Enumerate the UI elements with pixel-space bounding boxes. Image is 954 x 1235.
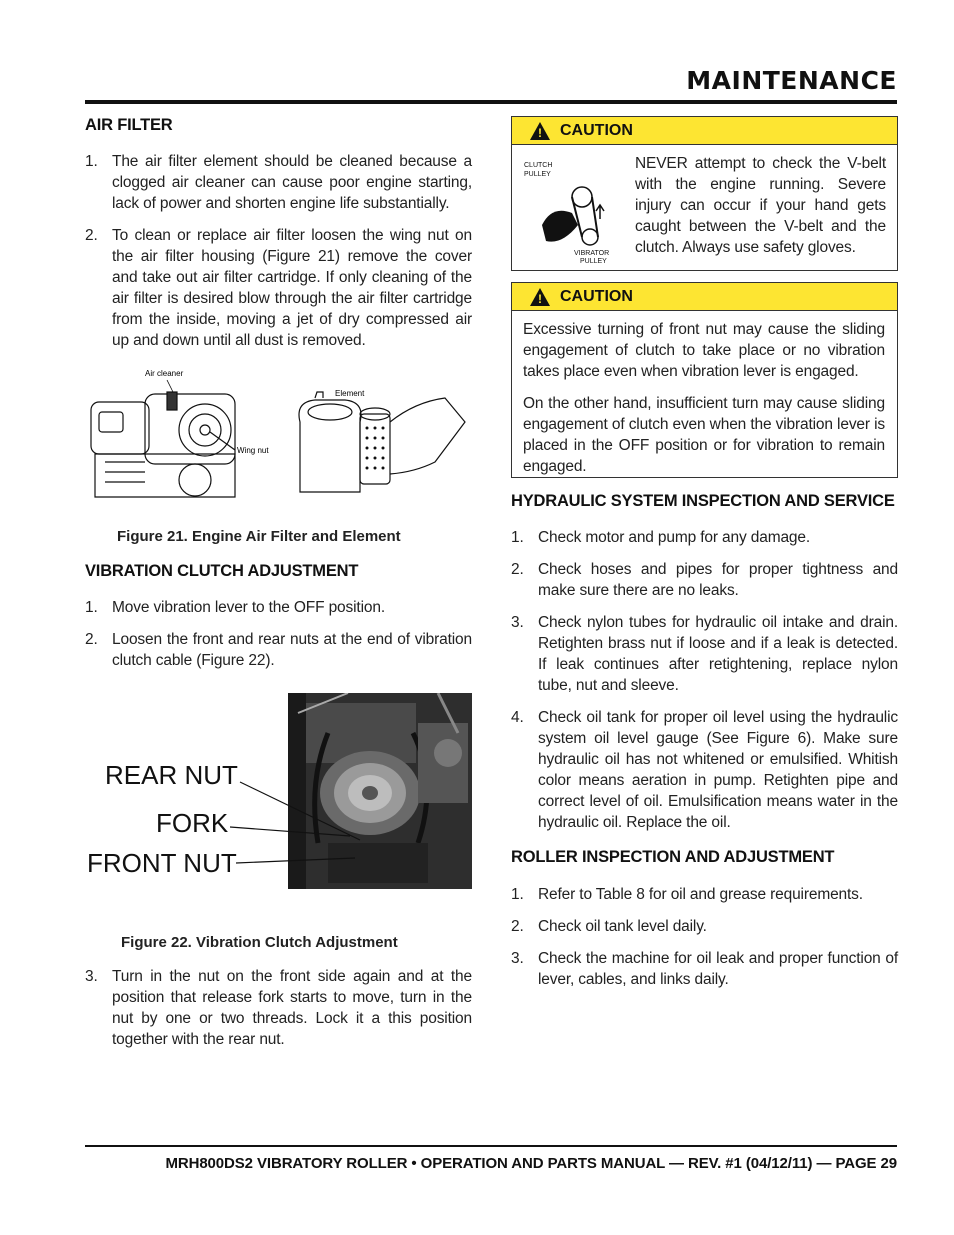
list-item — [85, 966, 472, 1050]
list-item-text: Loosen the front and rear nuts at the end of vibration clutch cable (Figure 22). — [112, 631, 472, 669]
caution-label: CAUTION — [560, 287, 633, 305]
list-item — [511, 612, 898, 696]
list-item — [85, 151, 472, 214]
air-filter-list — [85, 151, 472, 362]
wing-nut-label: Wing nut — [237, 446, 269, 455]
roller-list — [511, 884, 898, 1001]
list-item-text: Refer to Table 8 for oil and grease requirements. — [538, 886, 863, 903]
list-item — [511, 916, 898, 937]
element-label: Element — [335, 389, 365, 398]
pulley-label-2: PULLEY — [580, 258, 607, 265]
vibrator-label: VIBRATOR — [574, 250, 610, 257]
list-item — [511, 707, 898, 833]
list-item-number: 2. — [511, 918, 524, 935]
caution-label: CAUTION — [560, 121, 633, 139]
roller-heading: ROLLER INSPECTION AND ADJUSTMENT — [511, 848, 835, 866]
list-item-number: 4. — [511, 709, 524, 726]
leader-lines — [230, 770, 370, 870]
clutch-label: CLUTCH — [524, 162, 553, 169]
list-item-text: Check oil tank level daily. — [538, 918, 707, 935]
caution-paragraph: On the other hand, insufficient turn may cause sliding engagement of clutch even when the vibration lever is placed in the OFF position or for vibration to remain engaged. — [523, 395, 885, 475]
figure-21-illustration — [85, 362, 475, 504]
air-cleaner-label: Air cleaner — [145, 369, 184, 378]
page-footer: MRH800DS2 VIBRATORY ROLLER • OPERATION AND PARTS MANUAL — REV. #1 (04/12/11) — PAGE 29 — [165, 1155, 897, 1172]
air-filter-heading: AIR FILTER — [85, 116, 173, 134]
header-rule — [85, 100, 897, 104]
caution-box-nut — [511, 282, 898, 478]
list-item — [511, 884, 898, 905]
list-item-number: 1. — [511, 886, 524, 903]
list-item-text: Check oil tank for proper oil level using the hydraulic system oil level gauge (See Figure 6). Make sure hydraulic oil has not whitened or emulsified. Whitish color means aeration in pump. Retighten pipe and correct level of oil. Emulsification means water in the hydraulic oil. Replace the oil. — [538, 709, 898, 831]
page-title: MAINTENANCE — [686, 66, 897, 95]
list-item — [511, 527, 898, 548]
list-item — [85, 597, 472, 618]
list-item-text: Check nylon tubes for hydraulic oil intake and drain. Retighten brass nut if loose and if a leak is detected. If leak continues after retightening, replace nylon tube, nut and sleeve. — [538, 614, 898, 694]
list-item-number: 2. — [85, 227, 98, 244]
warning-triangle-icon: ! — [530, 122, 550, 140]
footer-rule — [85, 1145, 897, 1147]
caution-box-vbelt — [511, 116, 898, 271]
vbelt-diagram — [522, 155, 632, 265]
list-item-number: 2. — [85, 631, 98, 648]
list-item-number: 1. — [511, 529, 524, 546]
list-item-number: 3. — [85, 968, 98, 985]
list-item-text: Check hoses and pipes for proper tightness and make sure there are no leaks. — [538, 561, 898, 599]
list-item — [85, 225, 472, 351]
list-item-number: 1. — [85, 153, 98, 170]
list-item-text: Move vibration lever to the OFF position. — [112, 599, 385, 616]
list-item-number: 3. — [511, 614, 524, 631]
figure-21-caption: Figure 21. Engine Air Filter and Element — [117, 528, 401, 545]
vibration-clutch-heading: VIBRATION CLUTCH ADJUSTMENT — [85, 562, 359, 580]
caution-header — [512, 283, 897, 311]
hydraulic-heading: HYDRAULIC SYSTEM INSPECTION AND SERVICE — [511, 492, 895, 510]
list-item-text: Turn in the nut on the front side again and at the position that release fork starts to move, turn in the nut by one or two threads. Lock it a this position together with the rear nut. — [112, 968, 472, 1048]
caution-header — [512, 117, 897, 145]
hydraulic-list — [511, 527, 898, 844]
list-item-text: To clean or replace air filter loosen the wing nut on the air filter housing (Figure 21) remove the cover and take out air filter cartridge. If only cleaning of the air filter is desired blow through the air filter cartridge from the inside, moving a jet of dry compressed air up and down until all dust is removed. — [112, 227, 472, 349]
list-item-text: Check the machine for oil leak and proper function of lever, cables, and links daily. — [538, 950, 898, 988]
list-item-number: 2. — [511, 561, 524, 578]
vibration-clutch-list — [85, 597, 472, 682]
pulley-label: PULLEY — [524, 171, 551, 178]
caution-text: NEVER attempt to check the V-belt with the engine running. Severe injury can occur if your hand gets caught between the V-belt and the clutch. Always use safety gloves. — [635, 155, 886, 256]
vibration-clutch-list-continued — [85, 966, 472, 1061]
list-item-text: Check motor and pump for any damage. — [538, 529, 811, 546]
warning-triangle-icon: ! — [530, 288, 550, 306]
pulley-hand-icon — [522, 155, 632, 265]
list-item — [511, 948, 898, 990]
front-nut-label: FRONT NUT — [87, 848, 237, 878]
caution-paragraph: Excessive turning of front nut may cause the sliding engagement of clutch to take place or no vibration takes place even when vibration lever is engaged. — [523, 321, 885, 380]
list-item-number: 1. — [85, 599, 98, 616]
figure-22-caption: Figure 22. Vibration Clutch Adjustment — [121, 934, 398, 951]
engine-air-filter-drawing — [85, 362, 475, 504]
rear-nut-label: REAR NUT — [105, 760, 238, 790]
list-item-text: The air filter element should be cleaned because a clogged air cleaner can cause poor engine starting, lack of power and shorten engine life substantially. — [112, 153, 472, 212]
list-item — [511, 559, 898, 601]
list-item-number: 3. — [511, 950, 524, 967]
fork-label: FORK — [156, 808, 229, 838]
list-item — [85, 629, 472, 671]
